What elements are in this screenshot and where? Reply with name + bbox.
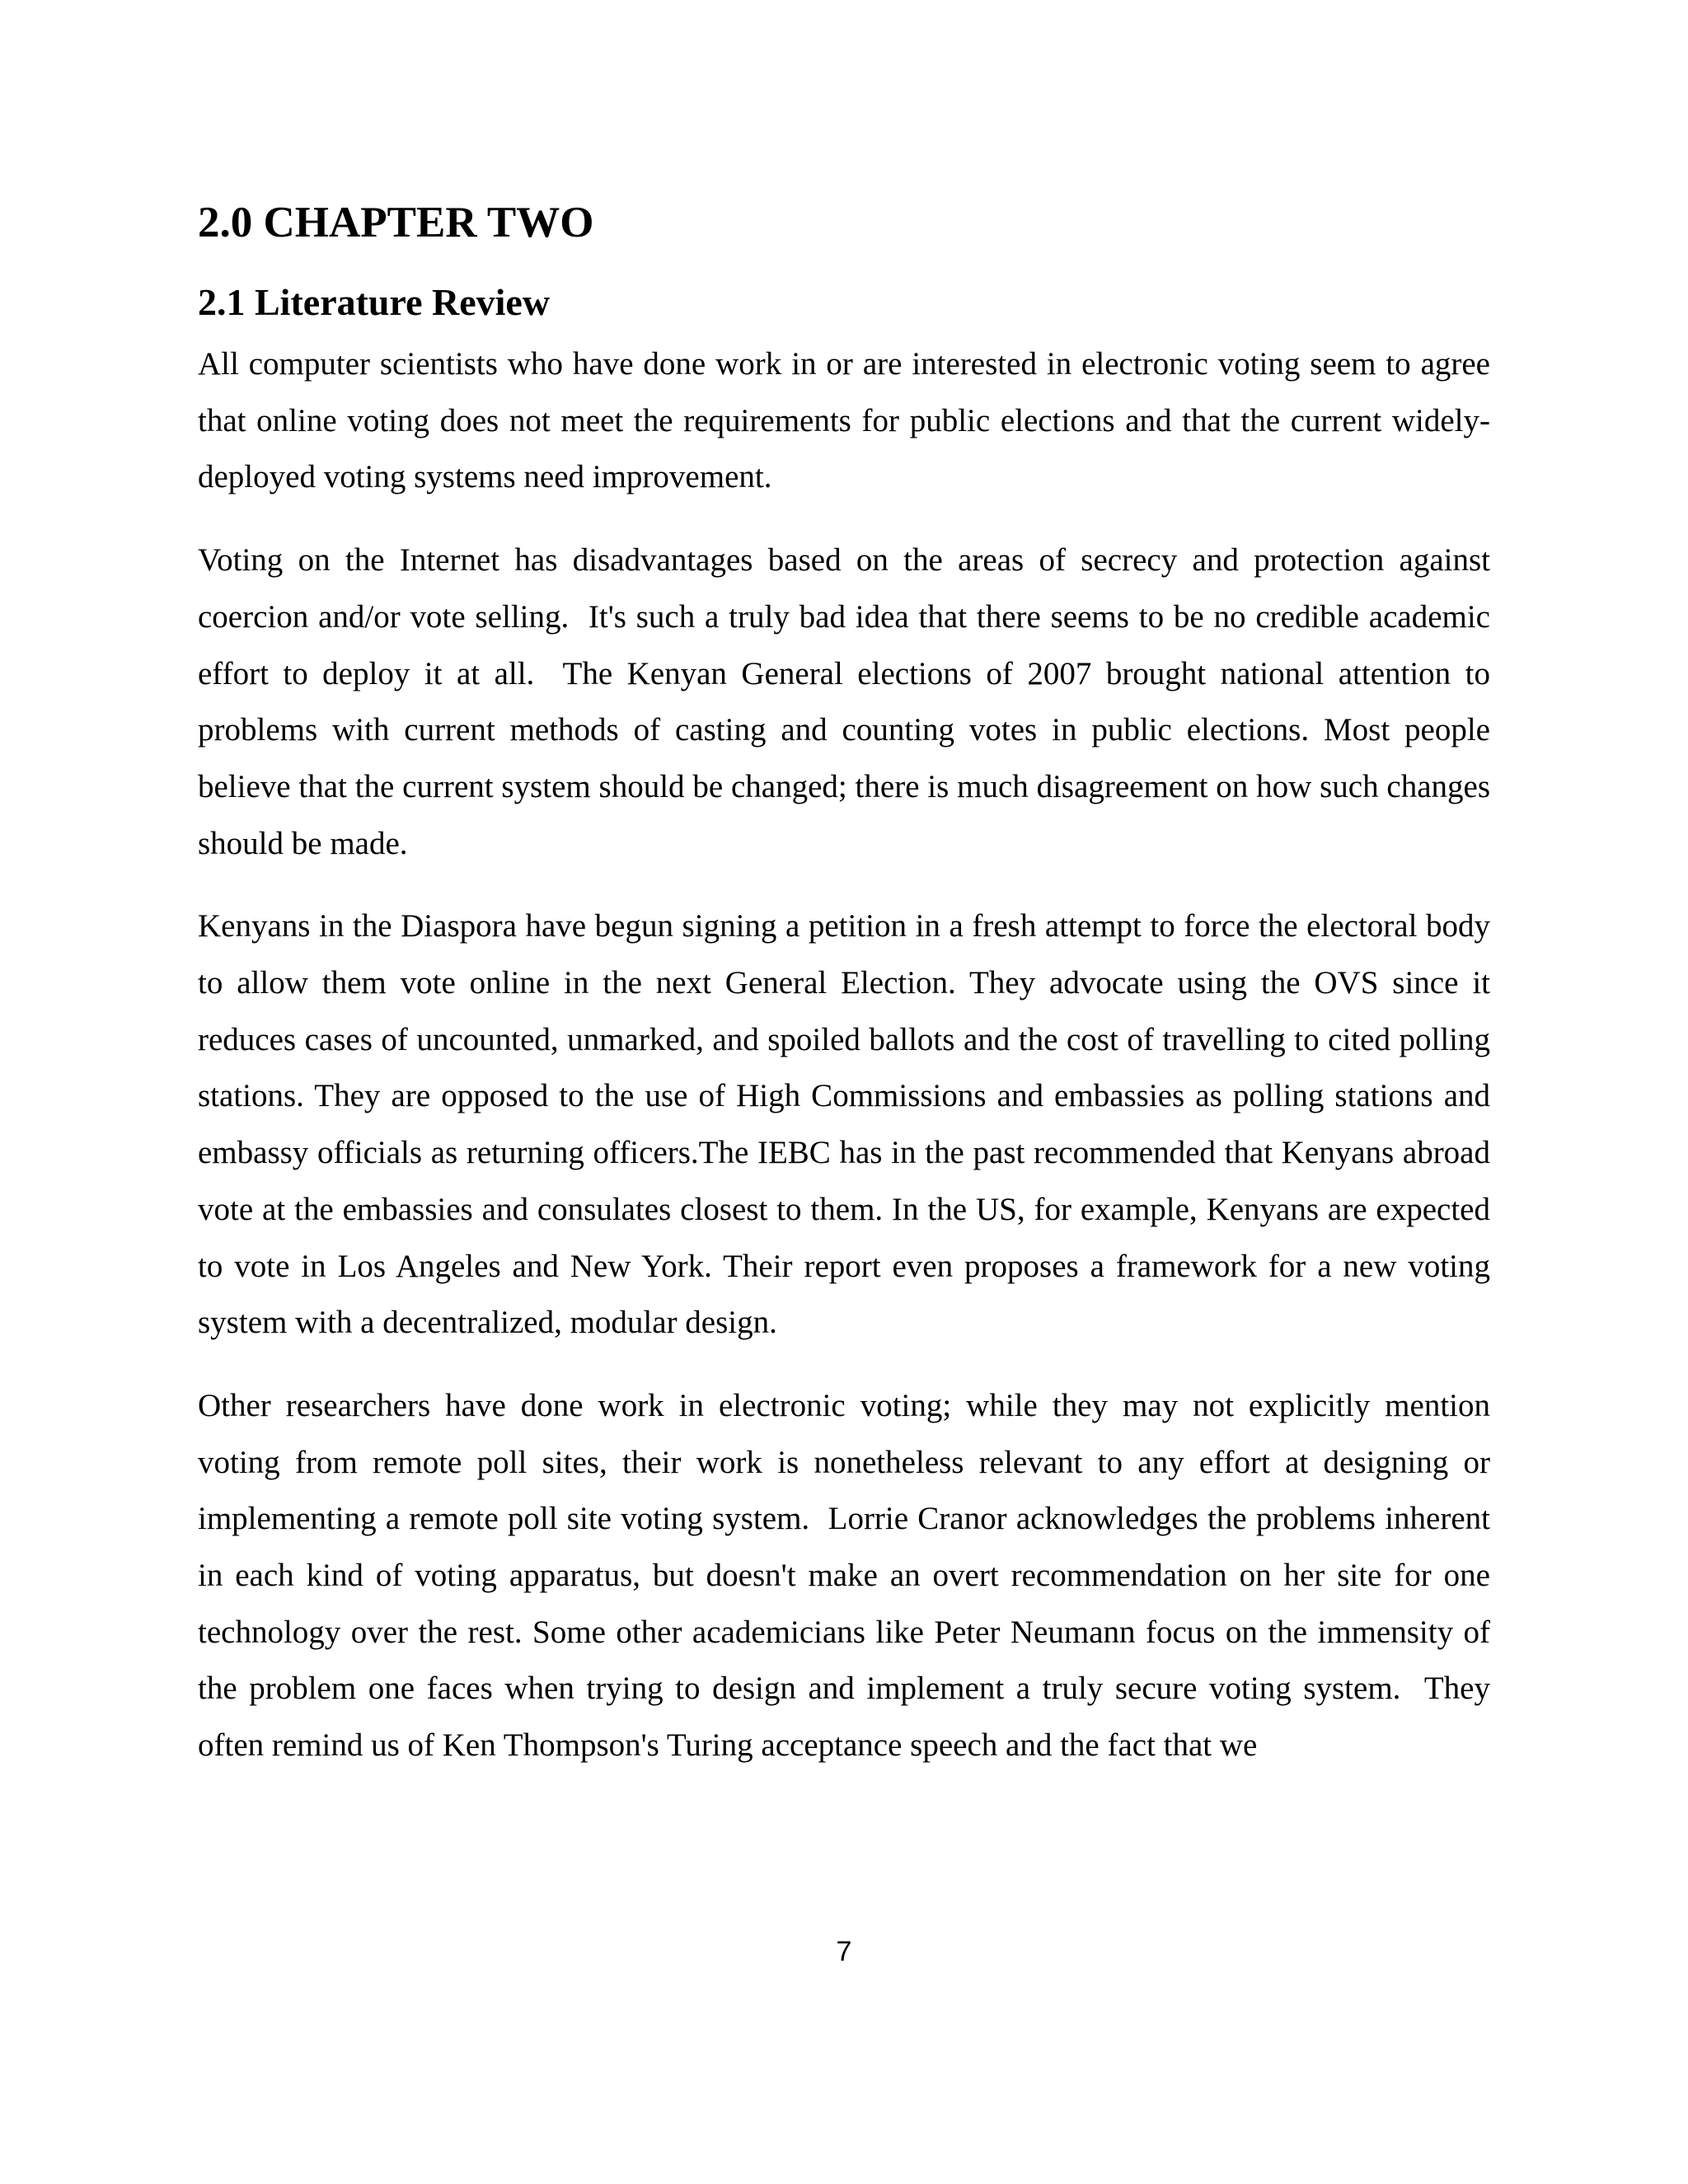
paragraph-1: All computer scientists who have done work in or are interested in electronic voting seem to agree that online voting does not meet the requirements for public elections and that the current widely-deployed voting systems need improvement. — [198, 346, 1498, 495]
paragraph-2: Voting on the Internet has disadvantages based on the areas of secrecy and protection against coercion and/or vote selling. It's such a truly bad idea that there seems to be no credible academic effort to deploy it at all. The Kenyan General elections of 2007 brought national attention to problems with current methods of casting and counting votes in public elections. Most people believe that the current system should be changed; there is much disagreement on how such changes should be made. — [198, 542, 1498, 861]
page-number: 7 — [836, 1936, 852, 1967]
chapter-title: 2.0 CHAPTER TWO — [198, 199, 594, 246]
paragraph-3: Kenyans in the Diaspora have begun signing a petition in a fresh attempt to force the electoral body to allow them vote online in the next General Election. They advocate using the OVS since it reduces cases of uncounted, unmarked, and spoiled ballots and the cost of travelling to cited polling stations. They are opposed to the use of High Commissions and embassies as polling stations and embassy officials as returning officers.The IEBC has in the past recommended that Kenyans abroad vote at the embassies and consulates closest to them. In the US, for example, Kenyans are expected to vote in Los Angeles and New York. Their report even proposes a framework for a new voting system with a decentralized, modular design. — [198, 908, 1498, 1341]
section-title: 2.1 Literature Review — [198, 281, 551, 323]
paragraph-4: Other researchers have done work in electronic voting; while they may not explicitly mention voting from remote poll sites, their work is nonetheless relevant to any effort at designing or implementing a remote poll site voting system. Lorrie Cranor acknowledges the problems inherent in each kind of voting apparatus, but doesn't make an overt recommendation on her site for one technology over the rest. Some other academicians like Peter Neumann focus on the immensity of the problem one faces when trying to design and implement a truly secure voting system. They often remind us of Ken Thompson's Turing acceptance speech and the fact that we — [198, 1387, 1498, 1764]
page-content — [198, 190, 1498, 1774]
